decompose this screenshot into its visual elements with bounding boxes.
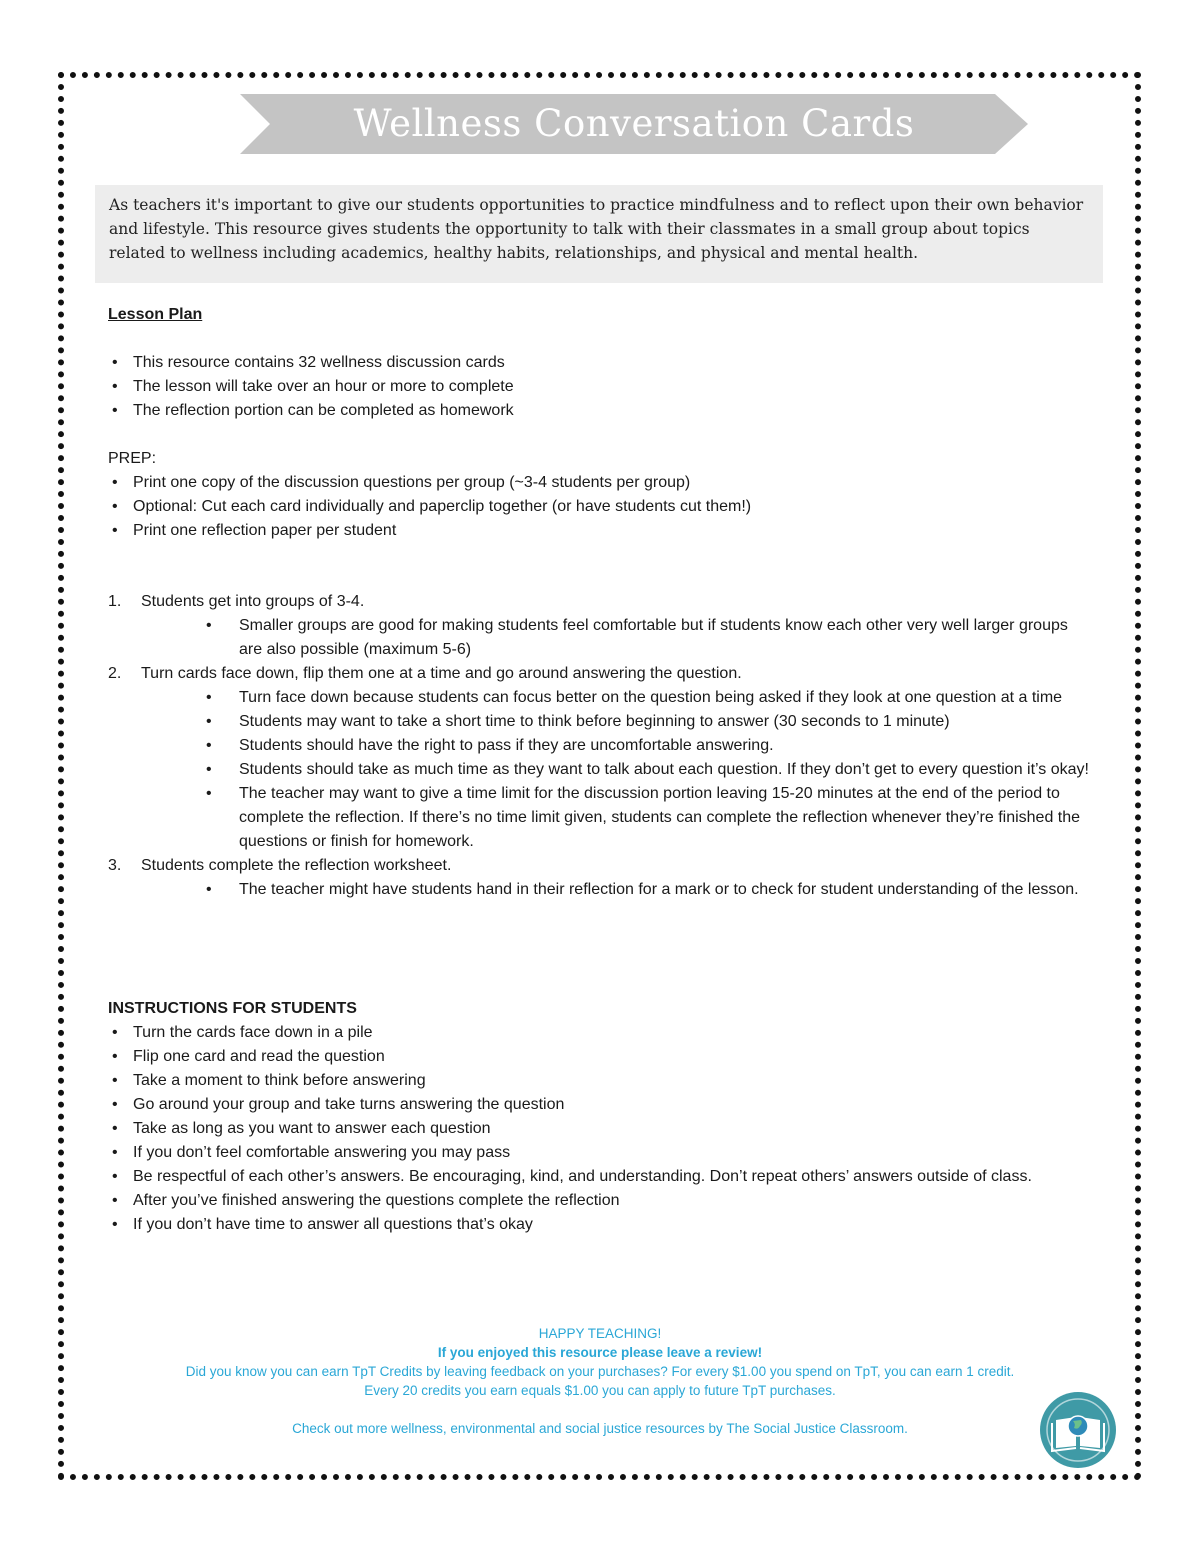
list-item: • Students should take as much time as they want to talk about each question. If they don’t get to every question it’s okay! [206, 758, 1093, 782]
list-item: • Optional: Cut each card individually and paperclip together (or have students cut them!) [108, 495, 1108, 519]
step-number: 2. [108, 665, 122, 682]
list-item: • The teacher might have students hand in their reflection for a mark or to check for student understanding of the lesson. [206, 878, 1093, 902]
lesson-plan-heading: Lesson Plan [108, 306, 203, 323]
title-banner [240, 94, 1028, 154]
list-item: • Go around your group and take turns answering the question [108, 1093, 1108, 1117]
tpt-credits-text: Did you know you can earn TpT Credits by leaving feedback on your purchases? For every $1.00 you spend on TpT, you can earn 1 credit. Every 20 credits you earn equals $1.00 you can apply to future TpT purchases. [185, 1364, 1015, 1398]
list-item: • Flip one card and read the question [108, 1045, 1108, 1069]
book-globe-icon [1038, 1390, 1118, 1470]
prep-section [108, 447, 1108, 543]
more-resources-link[interactable]: Check out more wellness, environmental and social justice resources by The Social Justice Classroom. [292, 1421, 908, 1436]
intro-paragraph: As teachers it's important to give our students opportunities to practice mindfulness and to reflect upon their own behavior and lifestyle. This resource gives students the opportunity to talk with their classmates in a small group about topics related to wellness including academics, healthy habits, relationships, and physical and mental health. [95, 185, 1103, 283]
instructions-heading: INSTRUCTIONS FOR STUDENTS [108, 1000, 357, 1017]
list-item: • After you’ve finished answering the questions complete the reflection [108, 1189, 1108, 1213]
footer [180, 1324, 1020, 1438]
step-text: Students complete the reflection worksheet. [141, 857, 452, 874]
instructions-list [108, 1021, 1108, 1237]
step-text: Students get into groups of 3-4. [141, 593, 365, 610]
list-item: • Students should have the right to pass if they are uncomfortable answering. [206, 734, 1093, 758]
list-item: • Smaller groups are good for making students feel comfortable but if students know each other very well larger groups are also possible (maximum 5-6) [206, 614, 1093, 662]
list-item: • The lesson will take over an hour or more to complete [108, 375, 1108, 399]
list-item: • Print one reflection paper per student [108, 519, 1108, 543]
steps-section [108, 590, 1093, 902]
list-item: • If you don’t feel comfortable answering you may pass [108, 1141, 1108, 1165]
lesson-plan-list [108, 351, 1108, 423]
list-item: • Students may want to take a short time to think before beginning to answer (30 seconds to 1 minute) [206, 710, 1093, 734]
step-number: 3. [108, 857, 122, 874]
steps-list [108, 590, 1093, 902]
instructions-section [108, 997, 1108, 1237]
list-item: • Print one copy of the discussion questions per group (~3-4 students per group) [108, 471, 1108, 495]
review-request-link[interactable]: If you enjoyed this resource please leave a review! [437, 1345, 763, 1360]
happy-teaching-text: HAPPY TEACHING! [538, 1326, 662, 1341]
list-item: • The teacher may want to give a time limit for the discussion portion leaving 15-20 minutes at the end of the period to complete the reflection. If there’s no time limit given, students can complete the reflection whenever they’re finished the questions or finish for homework. [206, 782, 1093, 854]
step-item [108, 590, 1093, 662]
step-text: Turn cards face down, flip them one at a time and go around answering the question. [141, 665, 742, 682]
list-item: • This resource contains 32 wellness discussion cards [108, 351, 1108, 375]
step-sub-list [141, 686, 1093, 854]
prep-heading: PREP: [108, 450, 157, 467]
list-item: • Take a moment to think before answering [108, 1069, 1108, 1093]
prep-list [108, 471, 1108, 543]
list-item: • Turn face down because students can focus better on the question being asked if they look at one question at a time [206, 686, 1093, 710]
page-title: Wellness Conversation Cards [353, 102, 915, 145]
list-item: • Be respectful of each other’s answers. Be encouraging, kind, and understanding. Don’t repeat others’ answers outside of class. [108, 1165, 1108, 1189]
list-item: • Take as long as you want to answer each question [108, 1117, 1108, 1141]
list-item: • If you don’t have time to answer all questions that’s okay [108, 1213, 1108, 1237]
step-item [108, 854, 1093, 902]
list-item: • The reflection portion can be completed as homework [108, 399, 1108, 423]
lesson-plan-section [108, 303, 1108, 423]
step-sub-list [141, 614, 1093, 662]
list-item: • Turn the cards face down in a pile [108, 1021, 1108, 1045]
step-sub-list [141, 878, 1093, 902]
step-item [108, 662, 1093, 854]
step-number: 1. [108, 593, 122, 610]
